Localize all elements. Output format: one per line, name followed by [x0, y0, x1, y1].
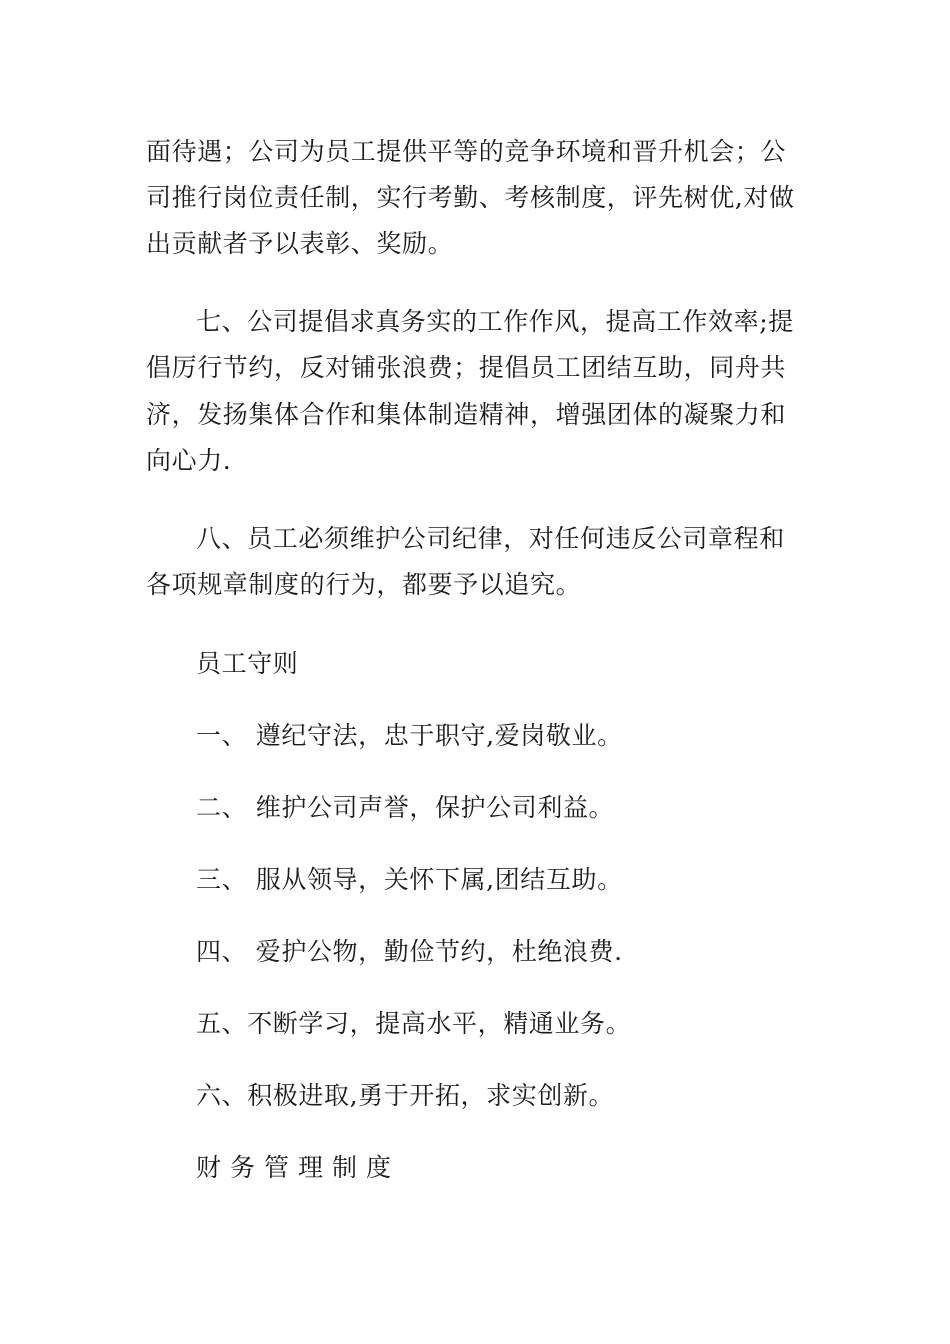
- paragraph-continued-line: 出贡献者予以表彰、奖励。: [146, 229, 454, 258]
- code-item: 六、积极进取,勇于开拓，求实创新。: [196, 1081, 615, 1110]
- paragraph-continued-line: 面待遇；公司为员工提供平等的竞争环境和晋升机会；公: [146, 137, 787, 166]
- code-title: 员工守则: [196, 649, 299, 678]
- code-item: 四、 爱护公物，勤俭节约，杜绝浪费.: [196, 937, 623, 966]
- paragraph-7-line: 向心力.: [146, 446, 232, 475]
- paragraph-7-line: 济，发扬集体合作和集体制造精神，增强团体的凝聚力和: [146, 400, 787, 429]
- code-item: 三、 服从领导，关怀下属,团结互助。: [196, 865, 623, 894]
- paragraph-7-line: 倡厉行节约，反对铺张浪费；提倡员工团结互助，同舟共: [146, 353, 787, 382]
- code-item: 五、不断学习，提高水平，精通业务。: [196, 1009, 632, 1038]
- code-item: 一、 遵纪守法，忠于职守,爱岗敬业。: [196, 721, 623, 750]
- code-item: 二、 维护公司声誉，保护公司利益。: [196, 793, 615, 822]
- paragraph-7-line: 七、公司提倡求真务实的工作作风，提高工作效率;提: [196, 307, 794, 336]
- section-title: 财务管理制度: [196, 1153, 401, 1182]
- paragraph-8-line: 各项规章制度的行为，都要予以追究。: [146, 570, 582, 599]
- paragraph-8-line: 八、员工必须维护公司纪律，对任何违反公司章程和: [196, 524, 785, 553]
- paragraph-continued-line: 司推行岗位责任制，实行考勤、考核制度，评先树优,对做: [146, 183, 795, 212]
